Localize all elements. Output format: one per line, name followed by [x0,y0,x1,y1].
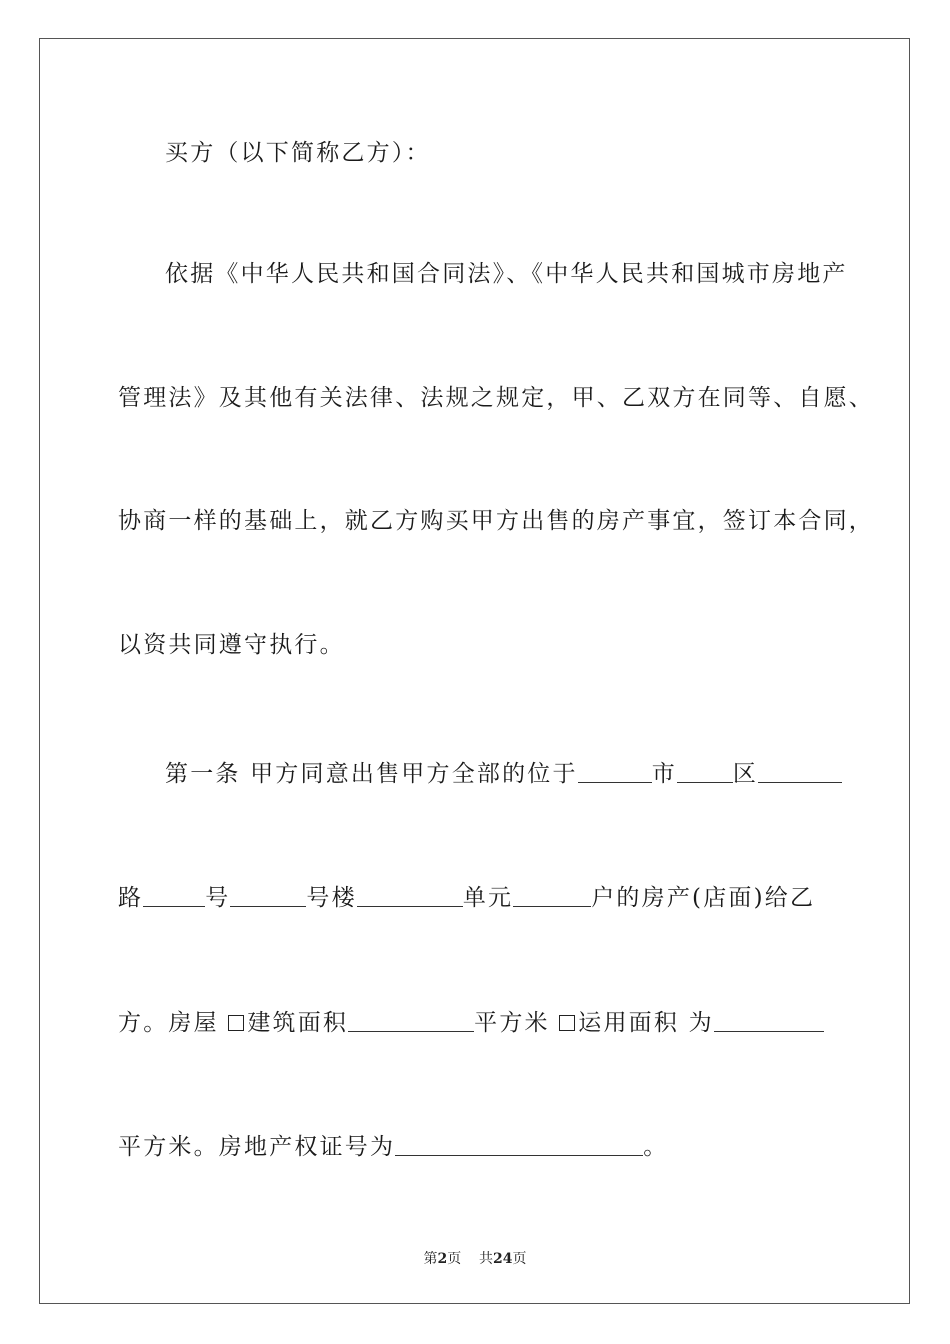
usable-area-label: 运用面积 [578,1010,680,1036]
district-blank[interactable] [677,762,733,783]
basis-line-4: 以资共同遵守执行。 [118,632,345,658]
household-blank[interactable] [513,886,591,907]
page-footer [0,1248,950,1268]
fang-label: 方。房屋 [118,1010,219,1036]
built-area-checkbox[interactable] [228,1015,244,1031]
number-label: 号 [205,885,231,911]
page-number: 2 [437,1251,448,1267]
number-blank[interactable] [143,886,205,907]
article-1-line-1 [165,759,842,789]
road-label: 路 [118,885,144,911]
district-label: 区 [732,761,759,787]
page-border [39,38,910,1304]
built-area-label: 建筑面积 [247,1010,349,1036]
unit-blank[interactable] [357,886,463,907]
sqm-label: 平方米 [474,1010,550,1036]
usable-area-blank[interactable] [714,1011,824,1032]
footer-pre: 第 [423,1251,438,1267]
building-label: 号楼 [306,885,357,911]
article-1-line-4 [118,1132,668,1162]
basis-line-1: 依据《中华人民共和国合同法》、《中华人民共和国城市房地产 [165,261,848,287]
page-total: 24 [493,1251,513,1267]
wei-label: 为 [688,1010,714,1036]
city-blank[interactable] [578,762,652,783]
city-label: 市 [651,761,677,787]
road-blank[interactable] [758,762,842,783]
unit-label: 单元 [462,885,514,911]
footer-mid: 页 共 [447,1251,494,1267]
sqm-end-label: 平方米。房地产权证号为 [118,1134,396,1160]
usable-area-checkbox[interactable] [559,1015,575,1031]
buyer-line: 买方（以下简称乙方）： [165,140,431,166]
article-1-line-2 [118,883,815,913]
basis-line-2: 管理法》及其他有关法律、法规之规定，甲、乙双方在同等、自愿、 [118,385,874,411]
article-1-head: 第一条 甲方同意出售甲方全部的位于 [165,761,578,787]
article-1-line-3 [118,1008,824,1038]
basis-line-3: 协商一样的基础上，就乙方购买甲方出售的房产事宜，签订本合同， [118,508,874,534]
building-blank[interactable] [230,886,306,907]
end-mark: 。 [643,1134,669,1160]
footer-post: 页 [512,1251,527,1267]
household-label: 户的房产(店面)给乙 [591,885,816,911]
built-area-blank[interactable] [348,1011,474,1032]
certificate-blank[interactable] [395,1135,643,1156]
